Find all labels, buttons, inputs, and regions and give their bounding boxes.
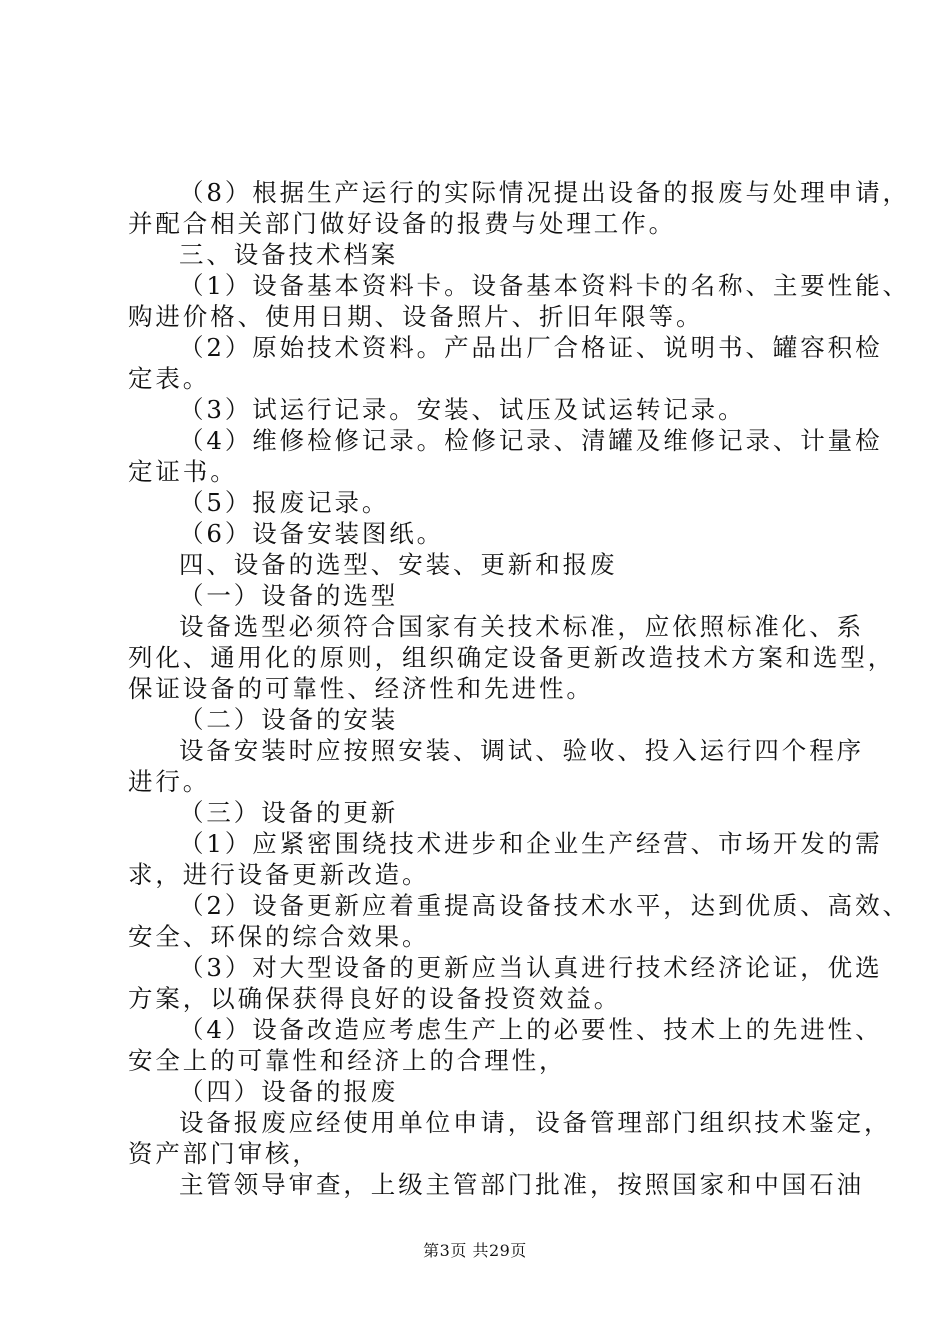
subsection-heading: （一）设备的选型 [179, 581, 399, 610]
subsection-heading: （四）设备的报废 [179, 1077, 399, 1106]
text-line: （1）应紧密围绕技术进步和企业生产经营、市场开发的需 [179, 829, 883, 858]
text-line: （3）对大型设备的更新应当认真进行技术经济论证，优选 [179, 953, 883, 982]
text-line: 资产部门审核， [128, 1139, 320, 1168]
text-line: （4）维修检修记录。检修记录、清罐及维修记录、计量检 [179, 426, 883, 455]
text-line: （1）设备基本资料卡。设备基本资料卡的名称、主要性能、 [179, 271, 910, 300]
text-line: （2）设备更新应着重提高设备技术水平，达到优质、高效、 [179, 891, 910, 920]
text-line: 安全上的可靠性和经济上的合理性， [128, 1046, 567, 1075]
text-line: 定表。 [128, 364, 211, 393]
text-line: 定证书。 [128, 457, 238, 486]
text-line: （8）根据生产运行的实际情况提出设备的报废与处理申请， [179, 178, 910, 207]
text-line: （2）原始技术资料。产品出厂合格证、说明书、罐容积检 [179, 333, 883, 362]
subsection-heading: （二）设备的安装 [179, 705, 399, 734]
text-line: （6）设备安装图纸。 [179, 519, 445, 548]
text-line: （4）设备改造应考虑生产上的必要性、技术上的先进性、 [179, 1015, 883, 1044]
text-line: 设备报废应经使用单位申请，设备管理部门组织技术鉴定， [179, 1108, 892, 1137]
page-number-footer: 第3页 共29页 [423, 1241, 527, 1260]
section-heading: 三、设备技术档案 [179, 240, 399, 269]
text-line: 进行。 [128, 767, 211, 796]
text-line: 购进价格、使用日期、设备照片、折旧年限等。 [128, 302, 704, 331]
text-line: 安全、环保的综合效果。 [128, 922, 430, 951]
text-line: （3）试运行记录。安装、试压及试运转记录。 [179, 395, 746, 424]
subsection-heading: （三）设备的更新 [179, 798, 399, 827]
text-line: （5）报废记录。 [179, 488, 390, 517]
text-line: 求，进行设备更新改造。 [128, 860, 430, 889]
text-line: 设备选型必须符合国家有关技术标准，应依照标准化、系 [179, 612, 864, 641]
text-line: 方案，以确保获得良好的设备投资效益。 [128, 984, 622, 1013]
text-line: 保证设备的可靠性、经济性和先进性。 [128, 674, 594, 703]
text-line: 列化、通用化的原则，组织确定设备更新改造技术方案和选型， [128, 643, 896, 672]
text-line: 设备安装时应按照安装、调试、验收、投入运行四个程序 [179, 736, 864, 765]
section-heading: 四、设备的选型、安装、更新和报废 [179, 550, 618, 579]
text-line: 主管领导审查，上级主管部门批准，按照国家和中国石油 [179, 1170, 864, 1199]
text-line: 并配合相关部门做好设备的报费与处理工作。 [128, 209, 676, 238]
